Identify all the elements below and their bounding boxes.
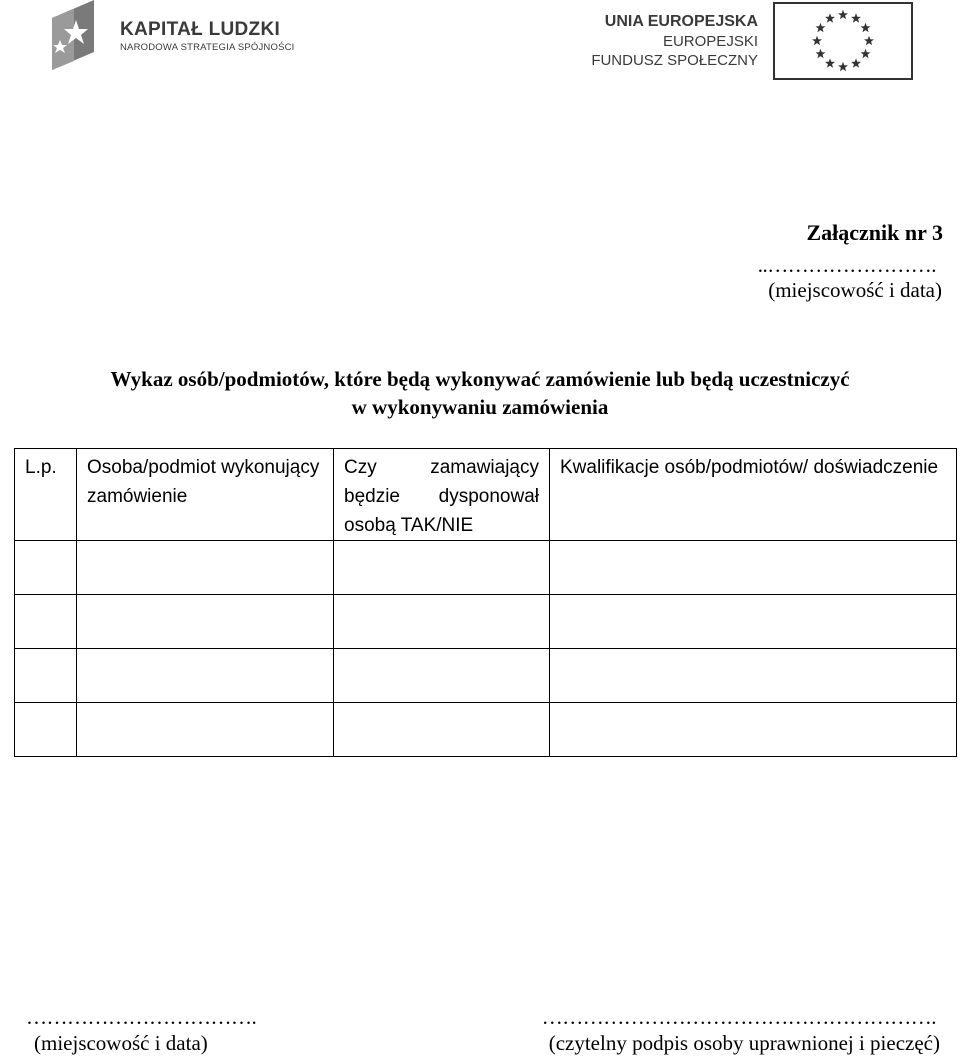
table-row — [15, 703, 957, 757]
eu-star-icon — [851, 58, 861, 67]
table-cell[interactable] — [15, 541, 77, 595]
table-cell[interactable] — [334, 595, 550, 649]
document-heading-line1: Wykaz osób/podmiotów, które będą wykonywać zamówienie lub będą uczestniczyć — [110, 367, 850, 391]
table-cell[interactable] — [77, 703, 334, 757]
header-lp: L.p. — [15, 449, 77, 541]
table-row — [15, 649, 957, 703]
eu-star-icon — [825, 58, 835, 67]
table-cell[interactable] — [77, 595, 334, 649]
table-cell[interactable] — [15, 649, 77, 703]
persons-table — [14, 448, 957, 757]
eu-star-icon — [816, 49, 826, 58]
header-qualifications: Kwalifikacje osób/podmiotów/ doświadczenie — [550, 449, 957, 541]
document-heading-line2: w wykonywaniu zamówienia — [351, 395, 609, 419]
table-cell[interactable] — [550, 703, 957, 757]
annex-label: Załącznik nr 3 — [806, 220, 943, 245]
table-header-row — [15, 449, 957, 541]
table-cell[interactable] — [15, 703, 77, 757]
eu-star-icon — [812, 36, 822, 45]
eu-stars-icon — [775, 4, 911, 78]
kapital-ludzki-subtitle: NARODOWA STRATEGIA SPÓJNOŚCI — [120, 42, 295, 53]
signature-dots: …………………………………………………. — [541, 1005, 936, 1029]
eu-star-icon — [861, 23, 871, 32]
table-cell[interactable] — [334, 541, 550, 595]
place-date-caption-top: (miejscowość i data) — [768, 278, 942, 302]
table-cell[interactable] — [15, 595, 77, 649]
document-heading — [0, 365, 960, 421]
table-cell[interactable] — [550, 595, 957, 649]
kapital-ludzki-title: KAPITAŁ LUDZKI — [120, 19, 281, 40]
table-cell[interactable] — [77, 541, 334, 595]
eu-star-icon — [861, 49, 871, 58]
eu-star-icon — [825, 13, 835, 22]
kapital-ludzki-logo — [44, 0, 324, 72]
table-cell[interactable] — [550, 541, 957, 595]
table-row — [15, 541, 957, 595]
table-cell[interactable] — [77, 649, 334, 703]
eu-star-icon — [838, 62, 848, 71]
eu-logo-line3: FUNDUSZ SPOŁECZNY — [591, 52, 758, 69]
table-row — [15, 595, 957, 649]
place-date-dots-bottom: ……………………………. — [26, 1005, 257, 1029]
header-person: Osoba/podmiot wykonujący zamówienie — [77, 449, 334, 541]
eu-flag-icon — [773, 2, 913, 80]
eu-star-icon — [851, 13, 861, 22]
table-cell[interactable] — [550, 649, 957, 703]
eu-logo-line1: UNIA EUROPEJSKA — [604, 13, 758, 30]
place-date-dots-top: ..……………………. — [757, 253, 936, 277]
eu-star-icon — [838, 10, 848, 19]
table-cell[interactable] — [334, 649, 550, 703]
eu-star-icon — [864, 36, 874, 45]
place-date-caption-bottom: (miejscowość i data) — [34, 1031, 208, 1055]
header-availability: Czy zamawiający będzie dysponował osobą TAK/NIE — [334, 449, 550, 541]
signature-caption: (czytelny podpis osoby uprawnionej i pieczęć) — [548, 1031, 940, 1055]
eu-star-icon — [816, 23, 826, 32]
eu-logo-text — [562, 12, 758, 70]
kapital-ludzki-emblem-icon — [44, 0, 102, 70]
table-cell[interactable] — [334, 703, 550, 757]
eu-logo-line2: EUROPEJSKI — [662, 33, 758, 50]
